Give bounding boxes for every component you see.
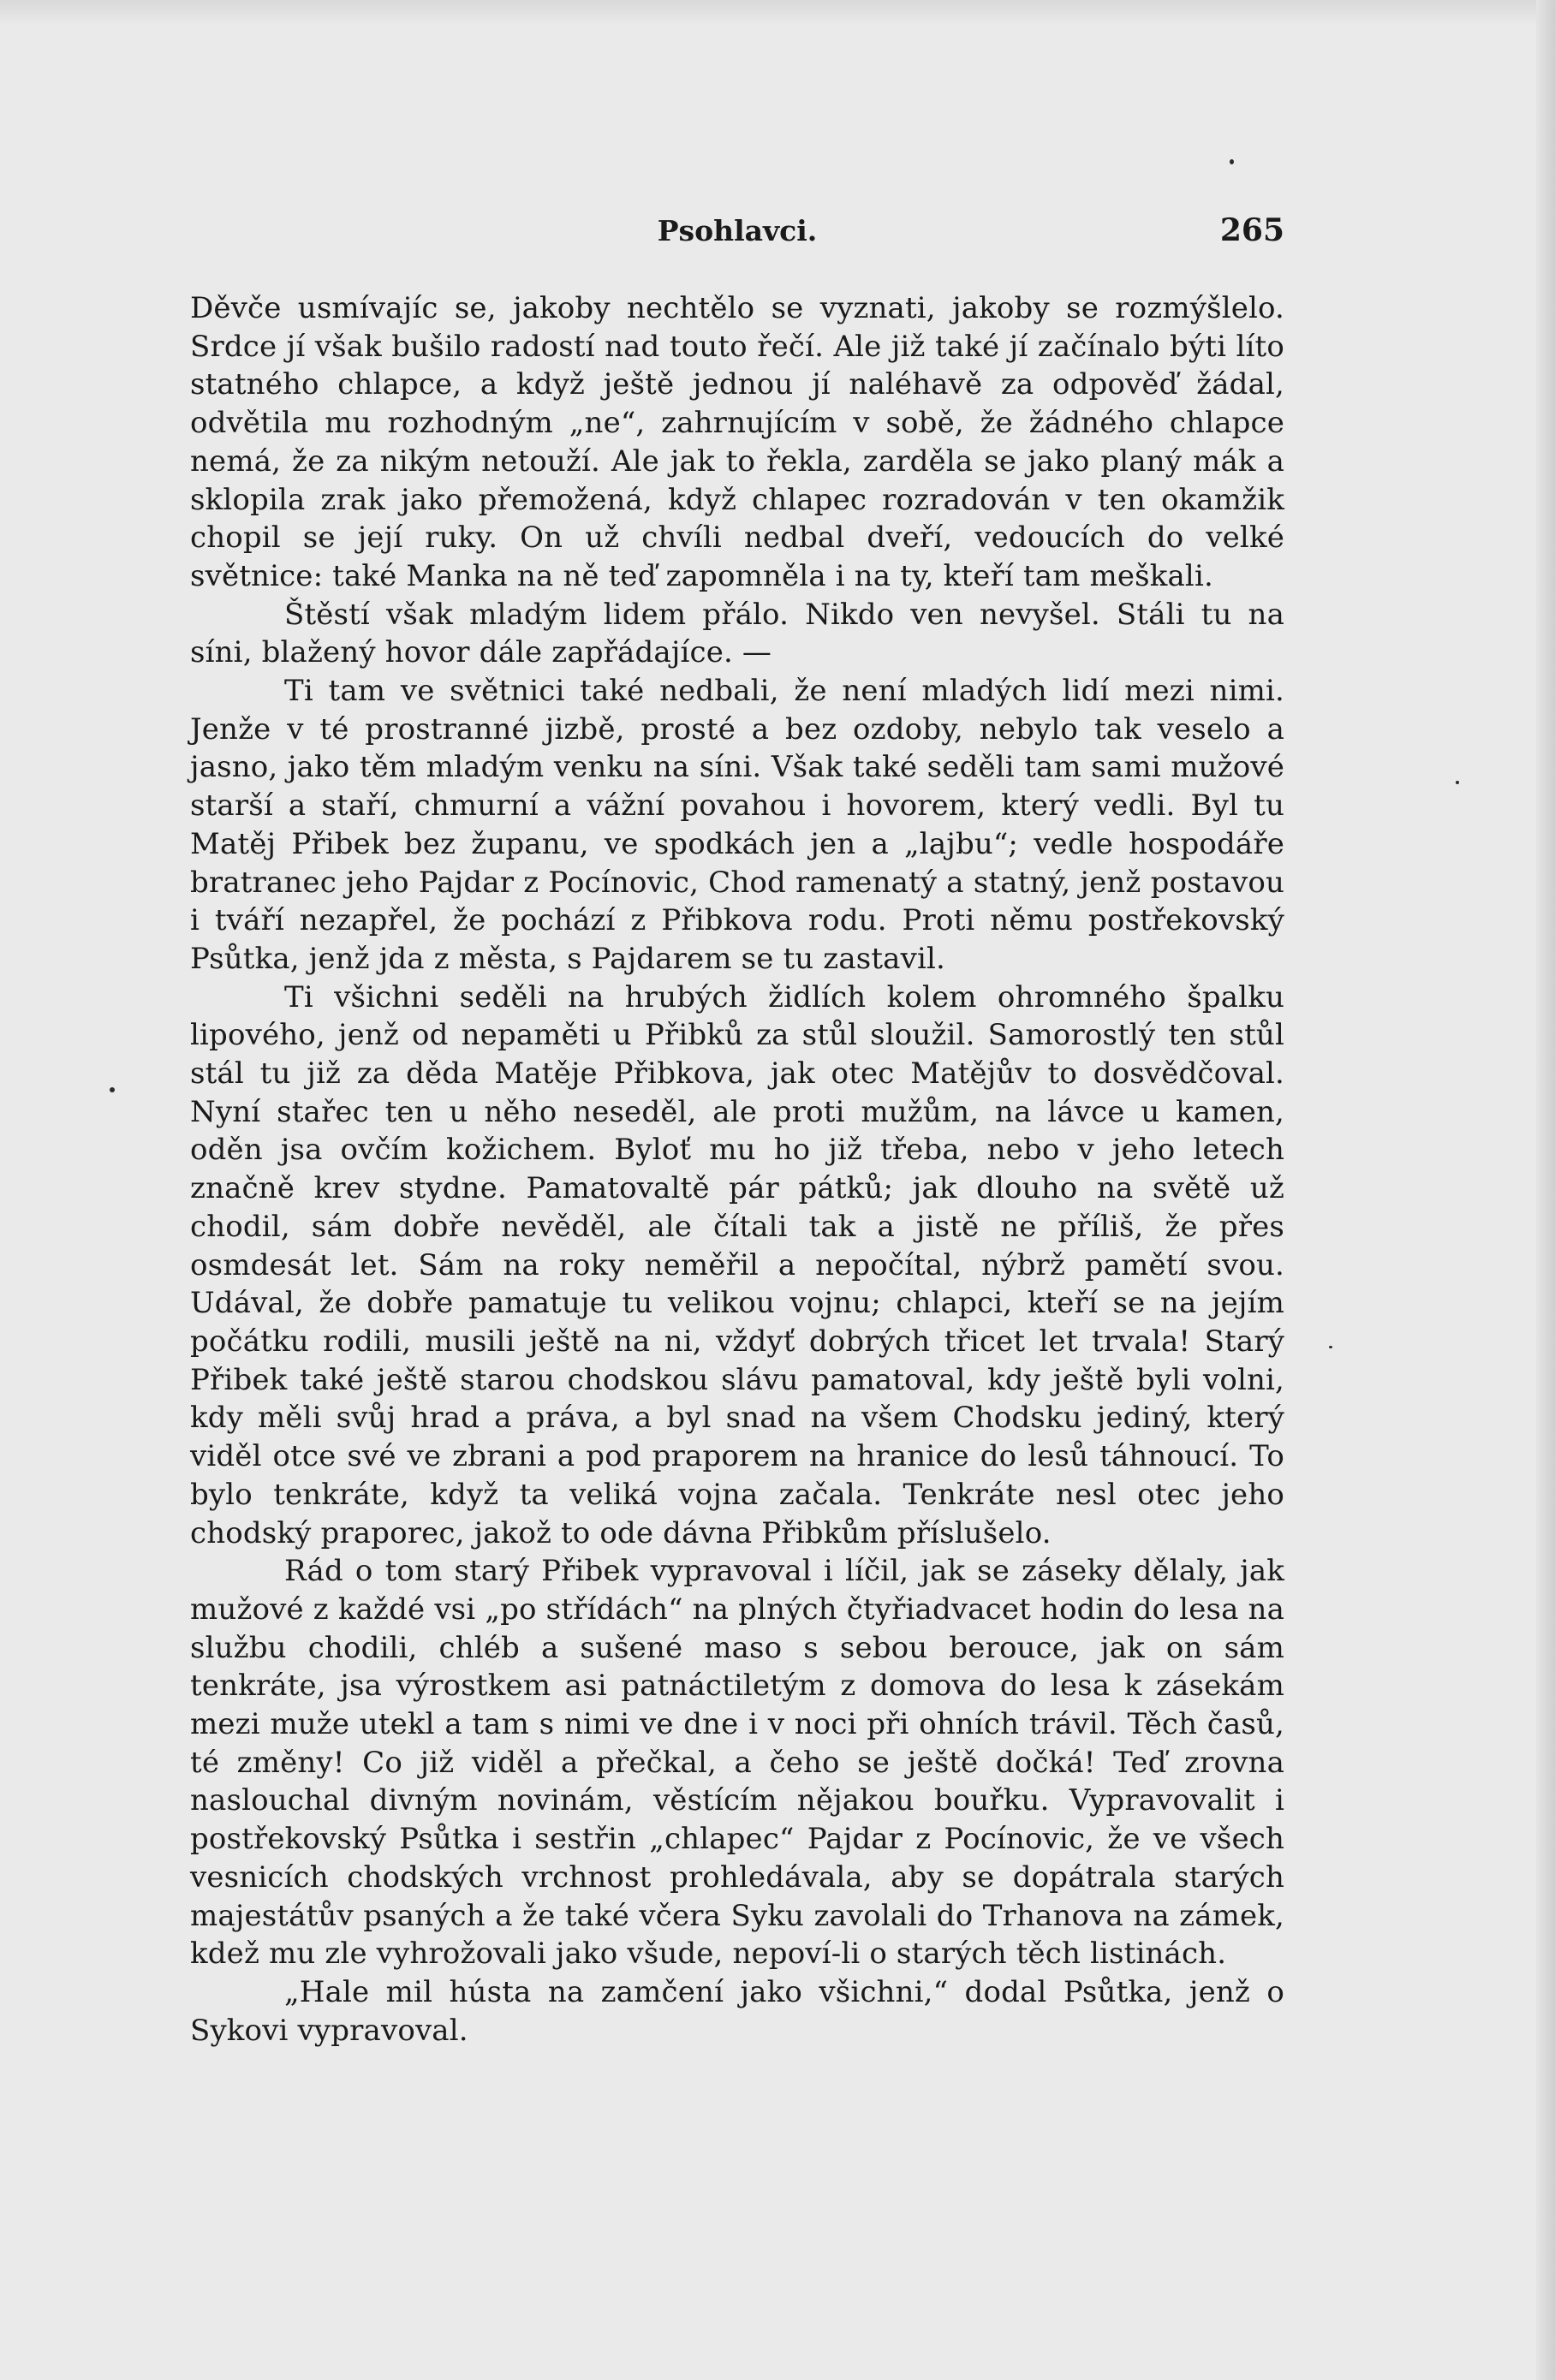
dust-speck	[1456, 781, 1459, 784]
paragraph: Děvče usmívajíc se, jakoby nechtělo se vyznati, jakoby se rozmýšlelo. Srdce jí však bušilo radostí nad touto řečí. Ale již také jí začínalo býti líto statného chlapce, a když ještě jednou jí naléhavě za odpověď žádal, odvětila mu rozhodným „ne“, zahrnujícím v sobě, že žádného chlapce nemá, že za nikým netouží. Ale jak to řekla, zarděla se jako planý mák a sklopila zrak jako přemožená, když chlapec rozradován v ten okamžik chopil se její ruky. On už chvíli nedbal dveří, vedoucích do velké světnice: také Manka na ně teď zapomněla i na ty, kteří tam meškali.	[190, 291, 1284, 593]
page-number: 265	[1219, 212, 1284, 248]
paragraph: Rád o tom starý Přibek vypravoval i líčil, jak se záseky dělaly, jak mužové z každé vsi „po střídách“ na plných čtyřiadvacet hodin do lesa na službu chodili, chléb a sušené maso s sebou berouce, jak on sám tenkráte, jsa výrostkem asi patnáctiletým z domova do lesa k zásekám mezi muže utekl a tam s nimi ve dne i v noci při ohních trávil. Těch časů, té změny! Co již viděl a přečkal, a čeho se ještě dočká! Teď zrovna naslouchal divným novinám, věstícím nějakou bouřku. Vypravovalit i postřekovský Psůtka i sestřin „chlapec“ Pajdar z Pocínovic, že ve všech vesnicích chodských vrchnost prohledávala, aby se dopátrala starých majestátův psaných a že také včera Syku zavolali do Trhanova na zámek, kdež mu zle vyhrožovali jako všude, nepoví-li o starých těch listinách.	[190, 1554, 1284, 1972]
paragraph: Štěstí však mladým lidem přálo. Nikdo ven nevyšel. Stáli tu na síni, blažený hovor dále zapřádajíce. —	[190, 597, 1284, 670]
dust-speck	[110, 1087, 115, 1092]
paragraph: „Hale mil hústa na zamčení jako všichni,“ dodal Psůtka, jenž o Sykovi vypravoval.	[190, 1974, 1284, 2048]
scan-shadow-top	[0, 0, 1555, 26]
body-text	[190, 289, 1284, 2050]
running-title: Psohlavci.	[657, 214, 818, 247]
scan-shadow-right	[1536, 0, 1555, 2380]
paragraph: Ti tam ve světnici také nedbali, že není mladých lidí mezi nimi. Jenže v té prostranné jizbě, prosté a bez ozdoby, nebylo tak veselo a jasno, jako těm mladým venku na síni. Však také seděli tam sami mužové starší a staří, chmurní a vážní povahou i hovorem, který vedli. Byl tu Matěj Přibek bez županu, ve spodkách jen a „lajbu“; vedle hospodáře bratranec jeho Pajdar z Pocínovic, Chod ramenatý a statný, jenž postavou i tváří nezapřel, že pochází z Přibkova rodu. Proti němu postřekovský Psůtka, jenž jda z města, s Pajdarem se tu zastavil.	[190, 674, 1284, 976]
dust-speck	[1329, 1346, 1332, 1348]
page-header	[190, 209, 1284, 253]
paragraph: Ti všichni seděli na hrubých židlích kolem ohromného špalku lipového, jenž od nepaměti u Přibků za stůl sloužil. Samorostlý ten stůl stál tu již za děda Matěje Přibkova, jak otec Matějův to dosvědčoval. Nyní stařec ten u něho neseděl, ale proti mužům, na lávce u kamen, oděn jsa ovčím kožichem. Byloť mu ho již třeba, nebo v jeho letech značně krev stydne. Pamatovaltě pár pátků; jak dlouho na světě už chodil, sám dobře nevěděl, ale čítali tak a jistě ne příliš, že přes osmdesát let. Sám na roky neměřil a nepočítal, nýbrž pamětí svou. Udával, že dobře pamatuje tu velikou vojnu; chlapci, kteří se na jejím počátku rodili, musili ještě na ni, vždyť dobrých třicet let trvala! Starý Přibek také ještě starou chodskou slávu pamatoval, kdy ještě byli volni, kdy měli svůj hrad a práva, a byl snad na všem Chodsku jediný, který viděl otce své ve zbrani a pod praporem na hranice do lesů táhnoucí. To bylo tenkráte, když ta veliká vojna začala. Tenkráte nesl otec jeho chodský praporec, jakož to ode dávna Přibkům příslušelo.	[190, 979, 1284, 1550]
dust-speck	[1230, 159, 1234, 164]
